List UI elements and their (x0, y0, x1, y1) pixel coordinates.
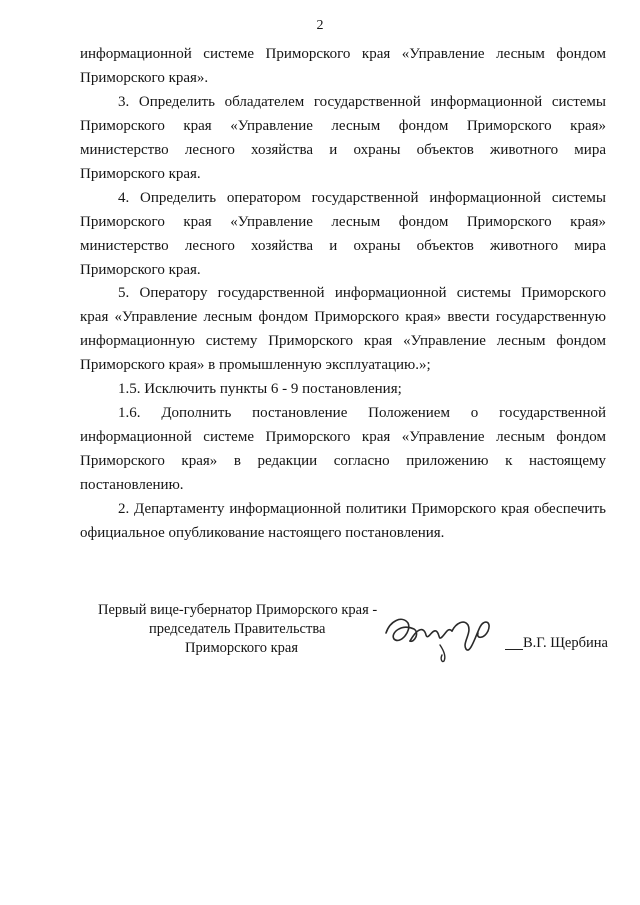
text-line: 1.6. Дополнить постановление Положением о государственной (118, 405, 606, 421)
text-line: Приморского края «Управление лесным фондом Приморского края» (80, 214, 606, 230)
text-line: 5. Оператору государственной информационной системы Приморского (118, 285, 606, 301)
text-line: 2. Департаменту информационной политики Приморского края обеспечить (118, 501, 606, 517)
signatory-title-line1: Первый вице-губернатор Приморского края - (98, 602, 378, 618)
text-line: Приморского края» в промышленную эксплуатацию.»; (80, 357, 431, 373)
text-line: Приморского края». (80, 70, 209, 86)
text-line: Приморского края. (80, 262, 201, 278)
text-line: Приморского края. (80, 166, 201, 182)
text-line: министерство лесного хозяйства и охраны объектов животного мира (80, 238, 606, 254)
text-line: 4. Определить оператором государственной информационной системы (118, 190, 606, 206)
text-line: постановлению. (80, 477, 184, 493)
text-line: Приморского края» в редакции согласно приложению к настоящему (80, 453, 606, 469)
text-line: края «Управление лесным фондом Приморского края» ввести государственную (80, 309, 606, 325)
page-number: 2 (316, 18, 324, 33)
text-line: 3. Определить обладателем государственной информационной системы (118, 94, 606, 110)
signatory-title-line2: председатель Правительства (149, 621, 326, 637)
signatory-name: В.Г. Щербина (523, 635, 608, 651)
handwritten-signature (380, 605, 500, 667)
text-line: информационной системе Приморского края «Управление лесным фондом (80, 46, 606, 62)
text-line: 1.5. Исключить пункты 6 - 9 постановления; (118, 381, 402, 397)
signature-underline (505, 649, 523, 650)
text-line: официальное опубликование настоящего постановления. (80, 525, 445, 541)
signatory-title-line3: Приморского края (185, 640, 299, 656)
text-line: информационную систему Приморского края «Управление лесным фондом (80, 333, 606, 349)
text-line: Приморского края «Управление лесным фондом Приморского края» (80, 118, 606, 134)
text-line: министерство лесного хозяйства и охраны объектов животного мира (80, 142, 606, 158)
text-line: информационной системе Приморского края «Управление лесным фондом (80, 429, 606, 445)
